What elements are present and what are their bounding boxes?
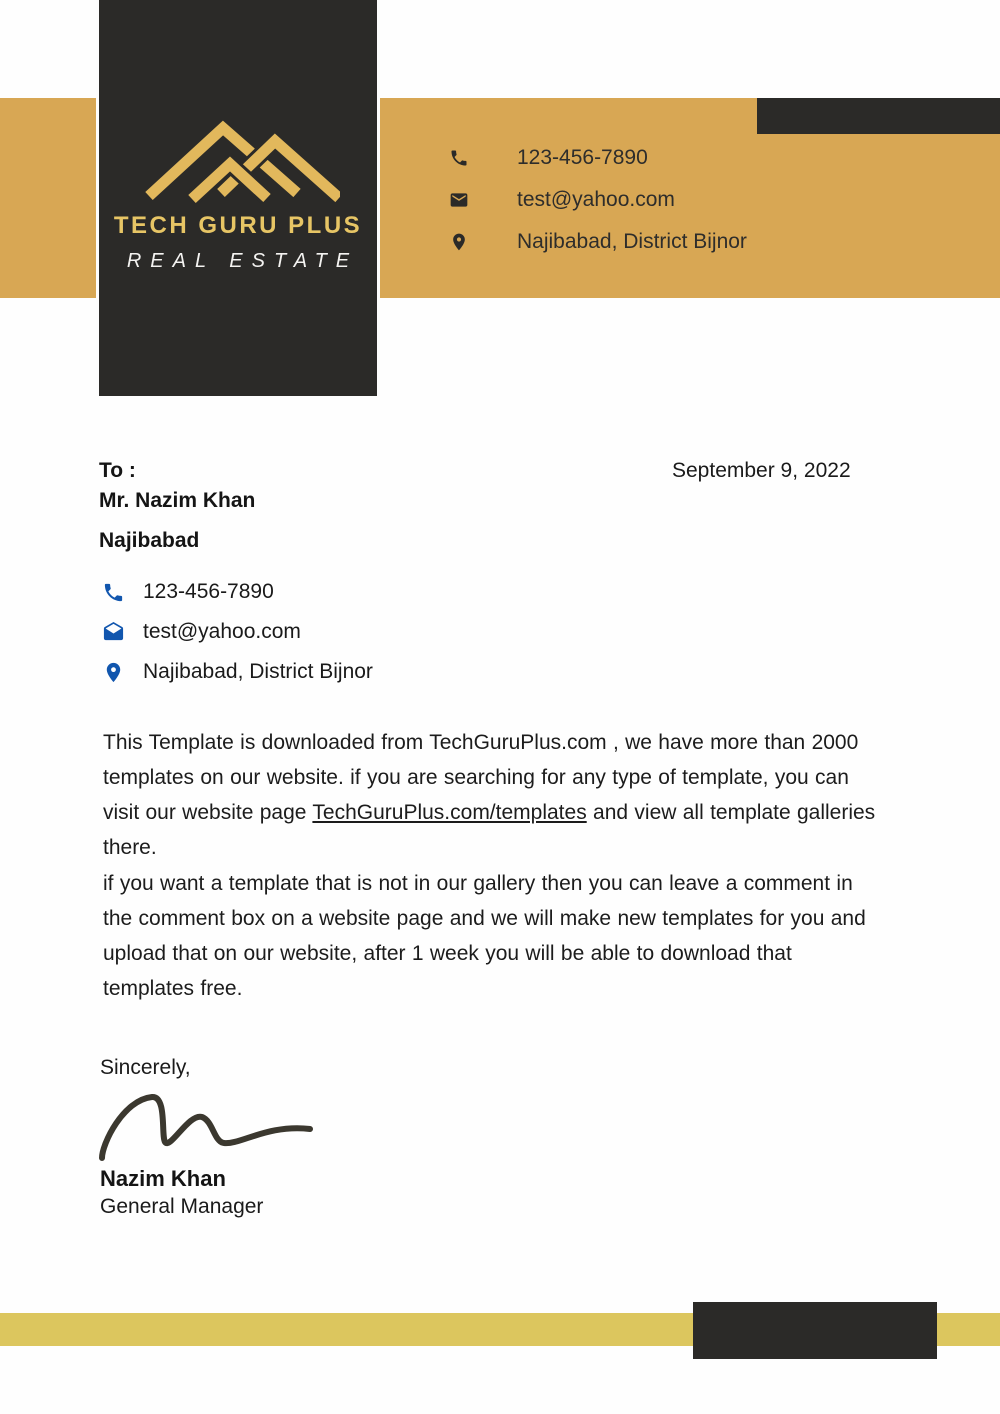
recipient-address-text: Najibabad, District Bijnor	[143, 660, 373, 683]
recipient-email-row	[102, 620, 373, 644]
phone-icon	[102, 581, 125, 604]
templates-page-link[interactable]: TechGuruPlus.com/templates	[312, 801, 587, 824]
location-pin-icon	[102, 661, 125, 684]
footer-dark-accent-bar	[693, 1302, 937, 1359]
email-icon	[449, 190, 469, 210]
signer-name: Nazim Khan	[100, 1166, 226, 1191]
letter-date: September 9, 2022	[672, 459, 851, 482]
header-phone-row	[449, 146, 747, 170]
open-envelope-icon	[102, 621, 125, 644]
recipient-name: Mr. Nazim Khan	[99, 489, 256, 512]
paragraph-template-info	[103, 725, 878, 865]
header-phone-text: 123-456-7890	[517, 146, 648, 169]
header-address-text: Najibabad, District Bijnor	[517, 230, 747, 253]
recipient-city: Najibabad	[99, 529, 200, 552]
header-contact-list	[449, 146, 747, 272]
recipient-phone-text: 123-456-7890	[143, 580, 274, 603]
location-pin-icon	[449, 232, 469, 252]
handwritten-signature	[93, 1088, 321, 1168]
recipient-block	[99, 459, 255, 552]
recipient-phone-row	[102, 580, 373, 604]
paragraph-text: This Template is downloaded from TechGuruPlus.com , we have more than 2000 templates on our website. if you are searching for any type of template, you can visit our website page	[103, 731, 859, 824]
header-email-text: test@yahoo.com	[517, 188, 675, 211]
closing-text: Sincerely,	[100, 1056, 191, 1079]
logo-block	[96, 0, 380, 396]
to-label: To :	[99, 459, 136, 482]
logo-subtitle: REAL ESTATE	[126, 250, 359, 272]
phone-icon	[449, 148, 469, 168]
paragraph-text: and view all template galleries there.	[103, 801, 876, 859]
header-dark-accent-bar	[757, 98, 1000, 134]
recipient-contact-list	[102, 580, 373, 700]
signer-title: General Manager	[100, 1195, 264, 1218]
recipient-email-text: test@yahoo.com	[143, 620, 301, 643]
paragraph-request-info: if you want a template that is not in our gallery then you can leave a comment in the comment box on a website page and we will make new templates for you and upload that on our website, after 1 week you will be able to download that templates free.	[103, 872, 866, 1000]
header-address-row	[449, 230, 747, 254]
mountain-roof-icon	[138, 118, 340, 204]
logo-title: TECH GURU PLUS	[113, 212, 363, 239]
header-email-row	[449, 188, 747, 212]
recipient-address-row	[102, 660, 373, 684]
